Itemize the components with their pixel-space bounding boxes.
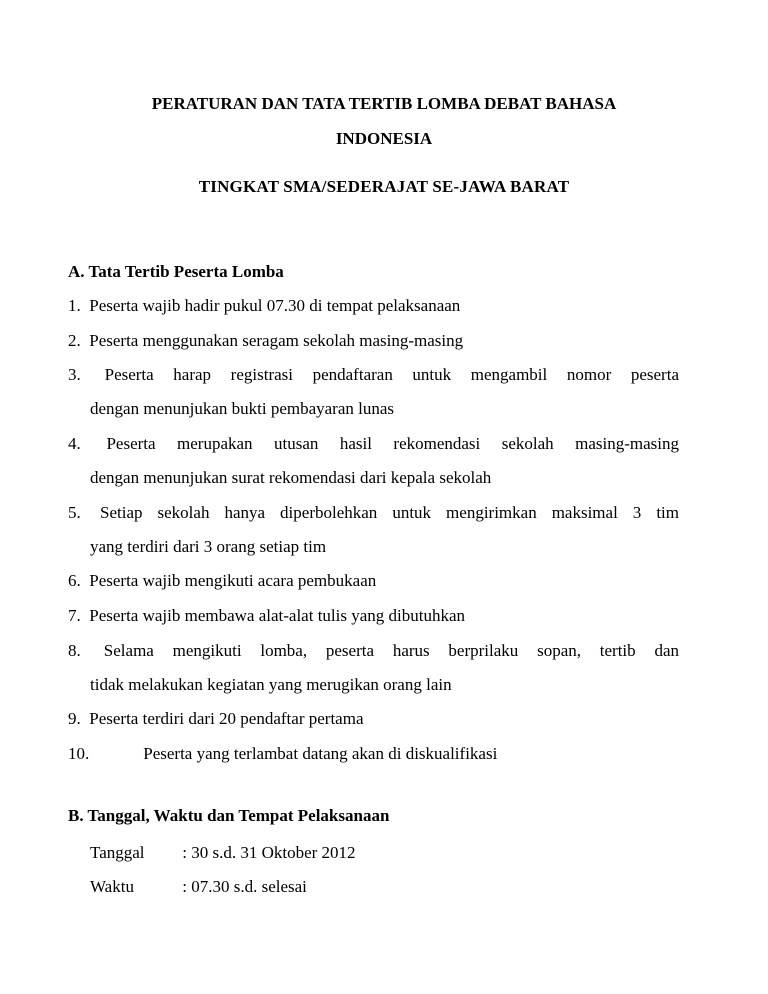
schedule-label: Waktu: [90, 877, 134, 896]
list-item-text: Peserta wajib hadir pukul 07.30 di tempat pelaksanaan: [89, 296, 461, 315]
document-title-line1: PERATURAN DAN TATA TERTIB LOMBA DEBAT BAHASA: [151, 94, 617, 113]
list-item-number: 10.: [68, 744, 90, 763]
list-item: [68, 434, 679, 454]
schedule-label: Tanggal: [90, 843, 145, 862]
list-item-number: 8.: [68, 641, 85, 660]
schedule-value: : 30 s.d. 31 Oktober 2012: [182, 843, 356, 862]
list-item: [68, 744, 679, 764]
document-title-line2: INDONESIA: [335, 129, 433, 148]
list-item-number: 2.: [68, 331, 85, 350]
list-item: [68, 606, 679, 626]
section-b-heading: B. Tanggal, Waktu dan Tempat Pelaksanaan: [68, 806, 390, 825]
list-item-number: 7.: [68, 606, 85, 625]
list-item: [68, 709, 679, 729]
list-item-number: 9.: [68, 709, 85, 728]
schedule-row-time: [90, 877, 307, 897]
list-item-text: Peserta yang terlambat datang akan di diskualifikasi: [143, 744, 498, 763]
list-item-continuation: dengan menunjukan surat rekomendasi dari kepala sekolah: [90, 468, 492, 487]
list-item-continuation: tidak melakukan kegiatan yang merugikan orang lain: [90, 675, 452, 694]
list-item-text: Setiap sekolah hanya diperbolehkan untuk mengirimkan maksimal 3 tim: [100, 503, 679, 522]
list-item-text: Selama mengikuti lomba, peserta harus berprilaku sopan, tertib dan: [103, 641, 679, 660]
list-item: [68, 365, 679, 385]
list-item: [68, 571, 679, 591]
list-item-number: 5.: [68, 503, 85, 522]
schedule-value: : 07.30 s.d. selesai: [182, 877, 307, 896]
list-item-text: Peserta merupakan utusan hasil rekomendasi sekolah masing-masing: [106, 434, 679, 453]
document-subtitle: TINGKAT SMA/SEDERAJAT SE-JAWA BARAT: [198, 177, 570, 196]
list-item-text: Peserta harap registrasi pendaftaran untuk mengambil nomor peserta: [104, 365, 679, 384]
list-item-text: Peserta wajib mengikuti acara pembukaan: [89, 571, 377, 590]
list-item-continuation: yang terdiri dari 3 orang setiap tim: [90, 537, 327, 556]
list-item-number: 4.: [68, 434, 85, 453]
list-item-text: Peserta menggunakan seragam sekolah masing-masing: [89, 331, 464, 350]
list-item-number: 1.: [68, 296, 85, 315]
list-item-number: 3.: [68, 365, 85, 384]
list-item-number: 6.: [68, 571, 85, 590]
list-item: [68, 331, 679, 351]
section-a-heading: A. Tata Tertib Peserta Lomba: [68, 262, 284, 281]
list-item: [68, 296, 679, 316]
list-item-text: Peserta terdiri dari 20 pendaftar pertama: [89, 709, 364, 728]
list-item-text: Peserta wajib membawa alat-alat tulis yang dibutuhkan: [89, 606, 466, 625]
list-item: [68, 641, 679, 661]
list-item: [68, 503, 679, 523]
list-item-continuation: dengan menunjukan bukti pembayaran lunas: [90, 399, 395, 418]
schedule-row-date: [90, 843, 356, 863]
